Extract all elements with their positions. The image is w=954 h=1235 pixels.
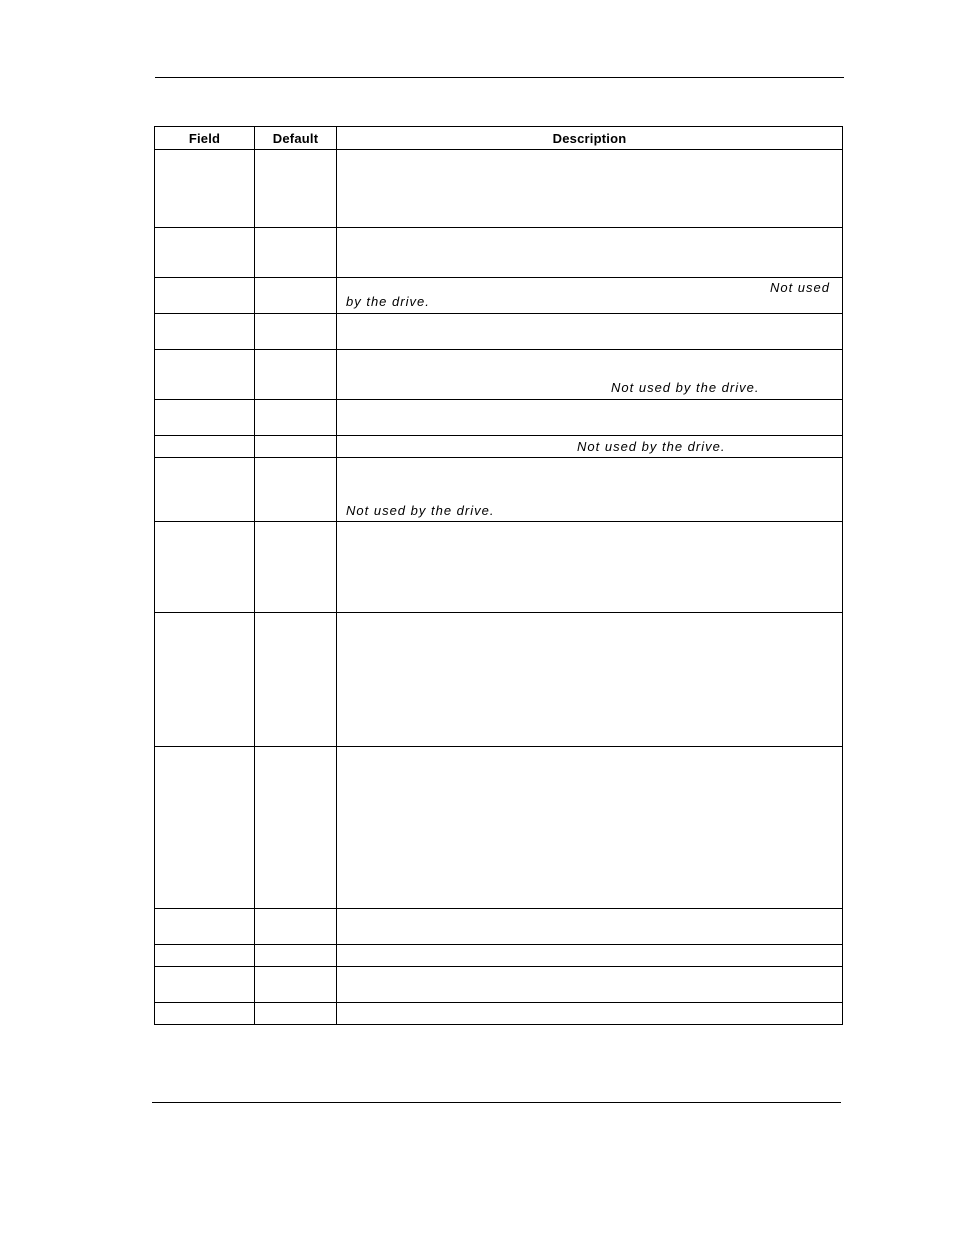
field-cell <box>155 945 255 967</box>
default-cell <box>255 967 337 1003</box>
table-row <box>155 400 843 436</box>
field-cell <box>155 1003 255 1025</box>
table-row <box>155 150 843 228</box>
description-cell <box>337 909 843 945</box>
default-cell <box>255 278 337 314</box>
table-row <box>155 436 843 458</box>
description-cell <box>337 458 843 522</box>
field-cell <box>155 522 255 613</box>
default-cell <box>255 1003 337 1025</box>
column-header-description: Description <box>337 127 843 150</box>
not-used-note: Not used by the drive. <box>346 503 495 518</box>
table-row <box>155 458 843 522</box>
not-used-note: Not used <box>769 280 830 295</box>
default-cell <box>255 436 337 458</box>
description-cell <box>337 945 843 967</box>
table-row <box>155 522 843 613</box>
default-cell <box>255 400 337 436</box>
description-cell <box>337 400 843 436</box>
field-cell <box>155 909 255 945</box>
table-row <box>155 967 843 1003</box>
default-cell <box>255 945 337 967</box>
field-cell <box>155 967 255 1003</box>
description-cell <box>337 613 843 747</box>
default-cell <box>255 747 337 909</box>
description-cell <box>337 436 843 458</box>
default-cell <box>255 228 337 278</box>
field-cell <box>155 747 255 909</box>
parameter-table <box>154 126 843 1025</box>
description-cell <box>337 1003 843 1025</box>
description-cell <box>337 228 843 278</box>
description-cell <box>337 150 843 228</box>
field-cell <box>155 436 255 458</box>
table-row <box>155 350 843 400</box>
default-cell <box>255 522 337 613</box>
column-header-default: Default <box>255 127 337 150</box>
not-used-note: Not used by the drive. <box>611 380 760 395</box>
not-used-note: Not used by the drive. <box>577 439 726 454</box>
column-header-field: Field <box>155 127 255 150</box>
default-cell <box>255 150 337 228</box>
footer-rule <box>152 1102 841 1103</box>
table-row <box>155 228 843 278</box>
field-cell <box>155 613 255 747</box>
header-rule <box>155 77 844 78</box>
table-row <box>155 613 843 747</box>
field-cell <box>155 278 255 314</box>
field-cell <box>155 314 255 350</box>
default-cell <box>255 909 337 945</box>
field-cell <box>155 350 255 400</box>
table-row <box>155 314 843 350</box>
table-row <box>155 909 843 945</box>
default-cell <box>255 458 337 522</box>
description-cell <box>337 522 843 613</box>
description-cell <box>337 350 843 400</box>
field-cell <box>155 400 255 436</box>
default-cell <box>255 314 337 350</box>
description-cell <box>337 747 843 909</box>
field-cell <box>155 150 255 228</box>
table-row <box>155 1003 843 1025</box>
description-cell <box>337 967 843 1003</box>
default-cell <box>255 613 337 747</box>
table-row <box>155 747 843 909</box>
not-used-note: by the drive. <box>346 294 430 309</box>
field-cell <box>155 228 255 278</box>
field-cell <box>155 458 255 522</box>
description-cell <box>337 278 843 314</box>
table-header-row <box>155 127 843 150</box>
default-cell <box>255 350 337 400</box>
description-cell <box>337 314 843 350</box>
table-row <box>155 945 843 967</box>
table-row <box>155 278 843 314</box>
